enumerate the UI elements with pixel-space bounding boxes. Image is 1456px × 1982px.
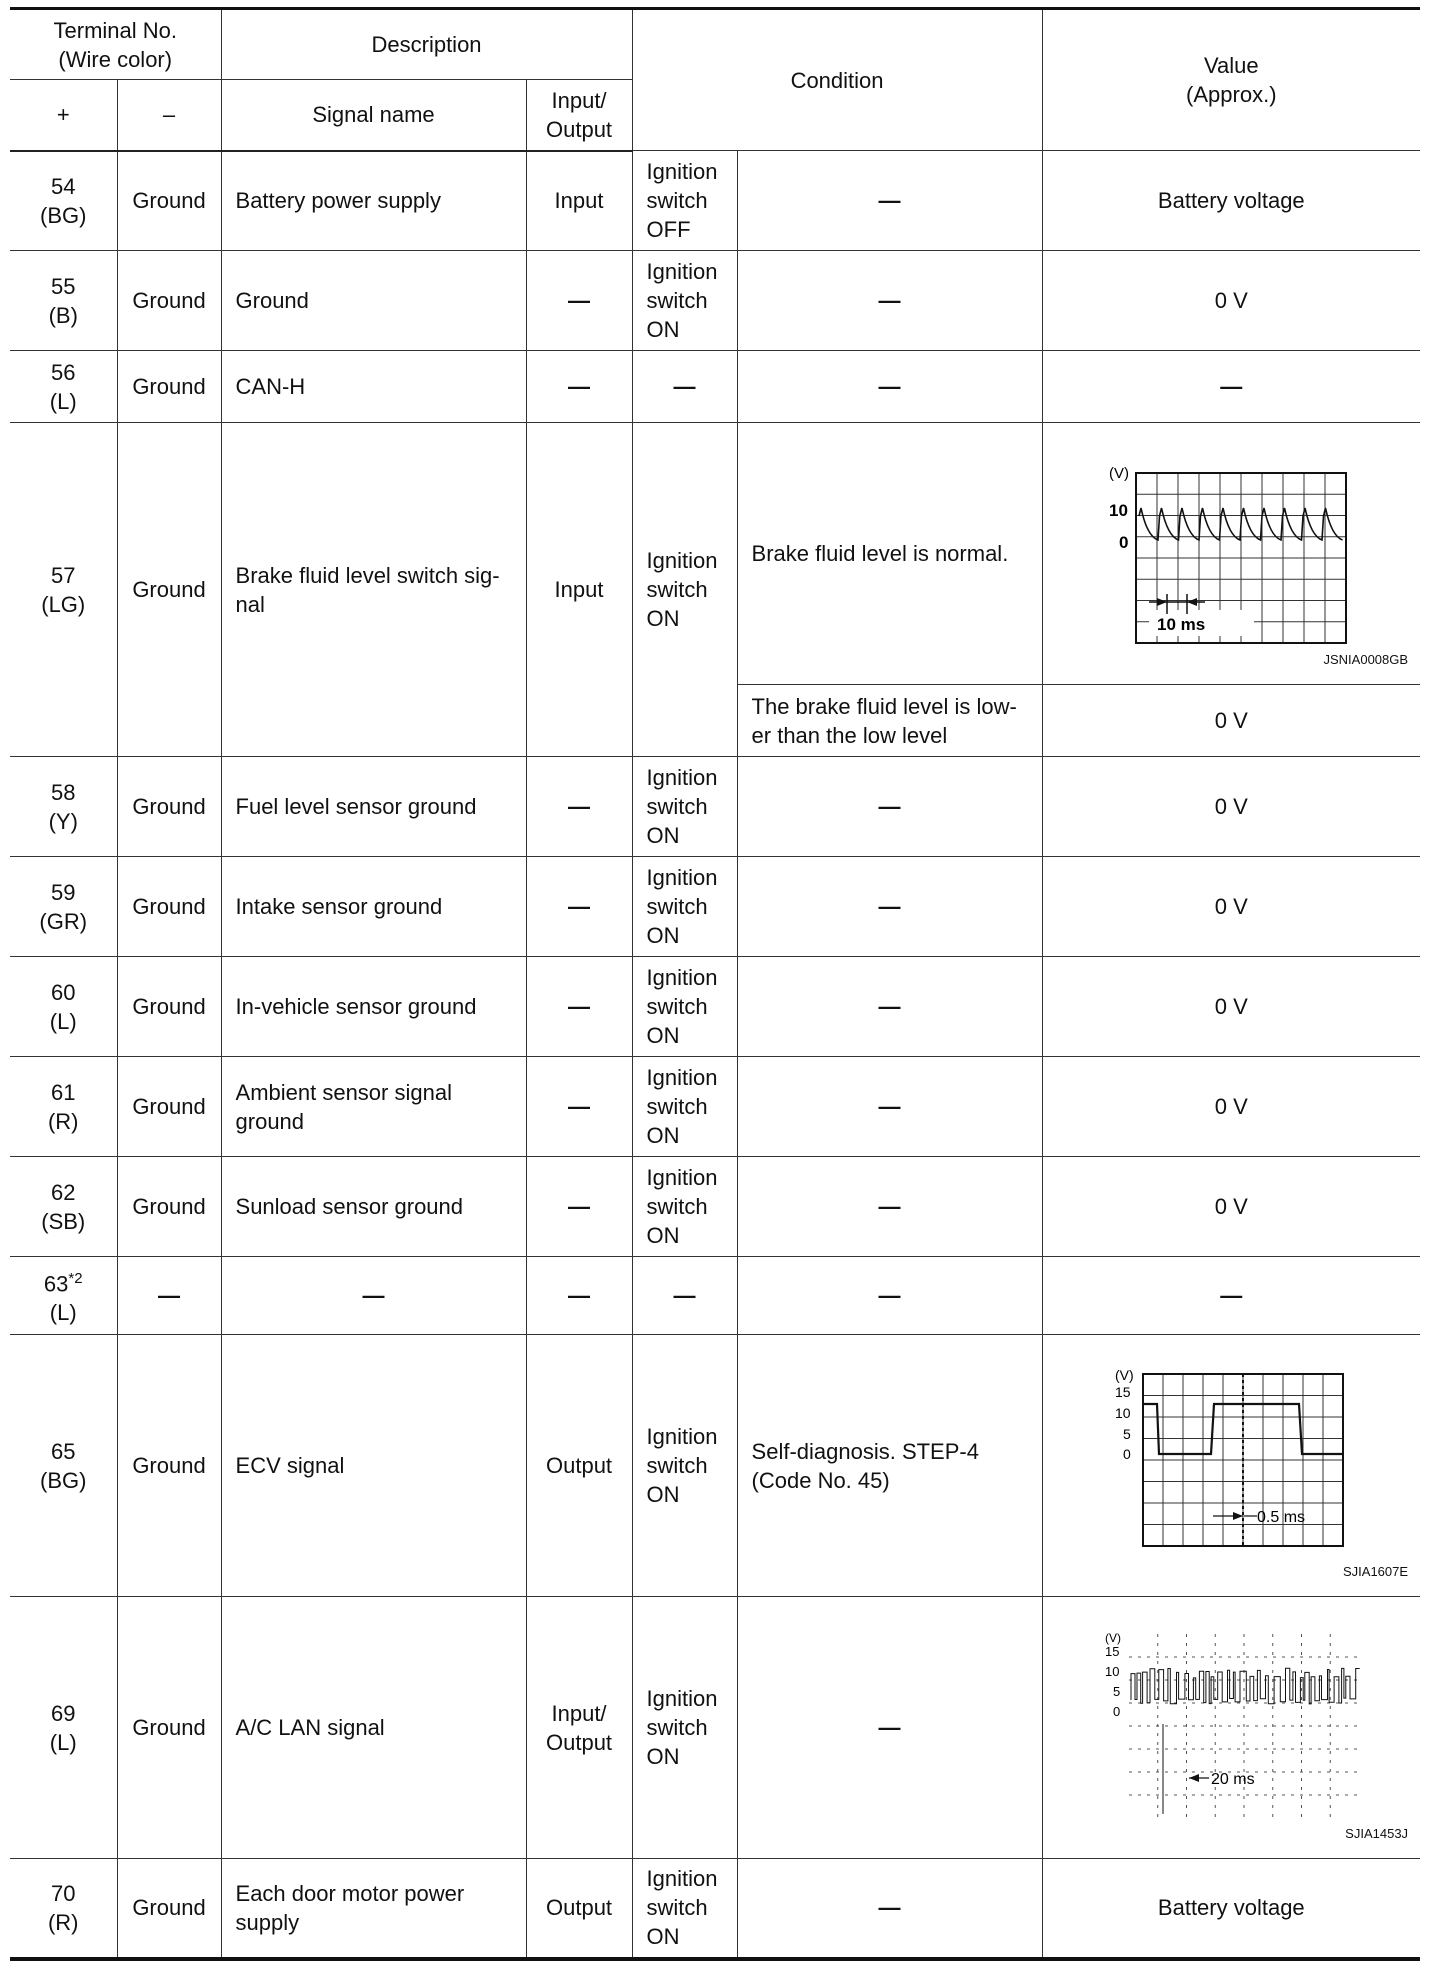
- condition-detail: —: [737, 251, 1042, 351]
- header-minus: –: [117, 80, 221, 151]
- condition-detail: The brake fluid level is low- er than the low level: [737, 685, 1042, 757]
- wave-trace: [1131, 1668, 1360, 1704]
- value: 0 V: [1042, 685, 1420, 757]
- condition-detail: —: [737, 351, 1042, 423]
- condition-detail: Self-diagnosis. STEP-4 (Code No. 45): [737, 1335, 1042, 1597]
- condition-switch: Ignition switch ON: [632, 251, 737, 351]
- condition-switch: Ignition switch ON: [632, 1859, 737, 1959]
- wave-arrow-head-right: [1187, 598, 1197, 606]
- terminal-positive: [10, 1257, 117, 1335]
- condition-detail: —: [737, 1157, 1042, 1257]
- value: Battery voltage: [1042, 151, 1420, 251]
- signal-name: Ground: [221, 251, 526, 351]
- terminal-positive: 56 (L): [10, 351, 117, 423]
- terminal-negative: —: [117, 1257, 221, 1335]
- signal-name: Fuel level sensor ground: [221, 757, 526, 857]
- figure-code: JSNIA0008GB: [1323, 652, 1409, 667]
- signal-io: —: [526, 957, 632, 1057]
- table-row: [10, 1859, 1420, 1959]
- wave-arrow-head: [1233, 1512, 1243, 1520]
- condition-switch: Ignition switch ON: [632, 423, 737, 757]
- condition-detail: —: [737, 757, 1042, 857]
- signal-name: Brake fluid level switch sig- nal: [221, 423, 526, 757]
- condition-detail: —: [737, 1597, 1042, 1859]
- waveform-cell: [1042, 1335, 1420, 1597]
- waveform-lan-chart: [1081, 1628, 1381, 1828]
- terminal-negative: Ground: [117, 1597, 221, 1859]
- condition-switch: —: [632, 1257, 737, 1335]
- waveform-ecv-chart: [1081, 1366, 1381, 1566]
- value: 0 V: [1042, 757, 1420, 857]
- signal-io: —: [526, 251, 632, 351]
- condition-detail: —: [737, 1057, 1042, 1157]
- terminal-number: 63: [43, 1271, 69, 1297]
- signal-name: A/C LAN signal: [221, 1597, 526, 1859]
- table-row: [10, 1157, 1420, 1257]
- signal-io: —: [526, 857, 632, 957]
- value: 0 V: [1042, 1157, 1420, 1257]
- table-row: [10, 1597, 1420, 1859]
- table-row: [10, 1335, 1420, 1597]
- signal-name: Sunload sensor ground: [221, 1157, 526, 1257]
- wave-unit: (V): [1105, 1630, 1122, 1645]
- header-plus: +: [10, 80, 117, 151]
- condition-detail: Brake fluid level is normal.: [737, 423, 1042, 685]
- table-row: [10, 151, 1420, 251]
- terminal-negative: Ground: [117, 1157, 221, 1257]
- terminal-positive: 58 (Y): [10, 757, 117, 857]
- terminal-positive: 57 (LG): [10, 423, 117, 757]
- wave-label-5: 5: [1123, 1425, 1132, 1442]
- terminal-negative: Ground: [117, 857, 221, 957]
- value: 0 V: [1042, 251, 1420, 351]
- signal-io: —: [526, 757, 632, 857]
- table-row: [10, 423, 1420, 685]
- terminal-negative: Ground: [117, 757, 221, 857]
- condition-detail: —: [737, 957, 1042, 1057]
- signal-name: In-vehicle sensor ground: [221, 957, 526, 1057]
- wave-label-0: 0: [1119, 532, 1129, 552]
- terminal-positive: 61 (R): [10, 1057, 117, 1157]
- condition-detail: —: [737, 151, 1042, 251]
- figure-code: SJIA1453J: [1345, 1826, 1409, 1841]
- signal-io: —: [526, 351, 632, 423]
- wave-time-label: 0.5 ms: [1257, 1508, 1306, 1526]
- wave-unit: (V): [1109, 464, 1130, 482]
- terminal-negative: Ground: [117, 351, 221, 423]
- terminal-positive: 62 (SB): [10, 1157, 117, 1257]
- terminal-negative: Ground: [117, 151, 221, 251]
- terminal-wire-color: (L): [49, 1300, 77, 1326]
- table-row: [10, 857, 1420, 957]
- wave-arrow-head-left: [1157, 598, 1167, 606]
- value: 0 V: [1042, 857, 1420, 957]
- wave-label-15: 15: [1115, 1383, 1131, 1400]
- signal-io: —: [526, 1057, 632, 1157]
- header-signal-name: Signal name: [221, 80, 526, 151]
- condition-switch: Ignition switch ON: [632, 1157, 737, 1257]
- terminal-positive: 65 (BG): [10, 1335, 117, 1597]
- wave-label-10: 10: [1105, 1663, 1120, 1679]
- terminal-positive: 54 (BG): [10, 151, 117, 251]
- table-row: [10, 351, 1420, 423]
- signal-io: Output: [526, 1335, 632, 1597]
- condition-switch: Ignition switch ON: [632, 957, 737, 1057]
- table-row: [10, 1257, 1420, 1335]
- wave-label-0: 0: [1123, 1445, 1132, 1462]
- value: 0 V: [1042, 957, 1420, 1057]
- wave-label-0: 0: [1113, 1703, 1121, 1719]
- condition-detail: —: [737, 857, 1042, 957]
- terminal-negative: Ground: [117, 957, 221, 1057]
- condition-switch: Ignition switch ON: [632, 1597, 737, 1859]
- condition-switch: Ignition switch OFF: [632, 151, 737, 251]
- signal-io: Input: [526, 423, 632, 757]
- terminal-table: [10, 7, 1420, 1961]
- wave-label-5: 5: [1113, 1683, 1121, 1699]
- header-condition: Condition: [632, 9, 1042, 151]
- wave-label-15: 15: [1105, 1643, 1120, 1659]
- condition-detail: —: [737, 1257, 1042, 1335]
- wave-arrow-head: [1189, 1774, 1199, 1782]
- table-row: [10, 757, 1420, 857]
- signal-name: —: [221, 1257, 526, 1335]
- value: 0 V: [1042, 1057, 1420, 1157]
- condition-detail: —: [737, 1859, 1042, 1959]
- condition-switch: Ignition switch ON: [632, 857, 737, 957]
- header-description: Description: [221, 9, 632, 80]
- condition-switch: Ignition switch ON: [632, 1057, 737, 1157]
- terminal-positive: 59 (GR): [10, 857, 117, 957]
- table-row: [10, 251, 1420, 351]
- table-row: [10, 957, 1420, 1057]
- footnote-mark: *2: [68, 1269, 83, 1287]
- value: —: [1042, 1257, 1420, 1335]
- wave-time-label: 20 ms: [1211, 1770, 1255, 1788]
- terminal-negative: Ground: [117, 1057, 221, 1157]
- signal-io: —: [526, 1257, 632, 1335]
- terminal-positive: 69 (L): [10, 1597, 117, 1859]
- table-row: [10, 1057, 1420, 1157]
- waveform-cell: [1042, 1597, 1420, 1859]
- header-terminal: Terminal No. (Wire color): [10, 9, 221, 80]
- waveform-pulse-chart: [1081, 454, 1381, 654]
- signal-io: Input: [526, 151, 632, 251]
- terminal-negative: Ground: [117, 423, 221, 757]
- header-value: Value (Approx.): [1042, 9, 1420, 151]
- signal-io: —: [526, 1157, 632, 1257]
- wave-time-label: 10 ms: [1157, 614, 1206, 634]
- wave-label-10: 10: [1109, 500, 1129, 520]
- header-row-1: [10, 9, 1420, 80]
- terminal-positive: 60 (L): [10, 957, 117, 1057]
- signal-io: Input/ Output: [526, 1597, 632, 1859]
- terminal-positive: 55 (B): [10, 251, 117, 351]
- wave-unit: (V): [1115, 1366, 1134, 1383]
- signal-name: Battery power supply: [221, 151, 526, 251]
- terminal-positive: 70 (R): [10, 1859, 117, 1959]
- signal-name: Intake sensor ground: [221, 857, 526, 957]
- signal-name: Each door motor power supply: [221, 1859, 526, 1959]
- signal-io: Output: [526, 1859, 632, 1959]
- terminal-negative: Ground: [117, 1335, 221, 1597]
- waveform-cell: [1042, 423, 1420, 685]
- terminal-negative: Ground: [117, 1859, 221, 1959]
- value: —: [1042, 351, 1420, 423]
- condition-switch: Ignition switch ON: [632, 757, 737, 857]
- signal-name: ECV signal: [221, 1335, 526, 1597]
- wave-label-10: 10: [1115, 1404, 1131, 1421]
- figure-code: SJIA1607E: [1343, 1564, 1409, 1579]
- signal-name: CAN-H: [221, 351, 526, 423]
- signal-name: Ambient sensor signal ground: [221, 1057, 526, 1157]
- condition-switch: Ignition switch ON: [632, 1335, 737, 1597]
- terminal-negative: Ground: [117, 251, 221, 351]
- value: Battery voltage: [1042, 1859, 1420, 1959]
- condition-switch: —: [632, 351, 737, 423]
- header-io: Input/ Output: [526, 80, 632, 151]
